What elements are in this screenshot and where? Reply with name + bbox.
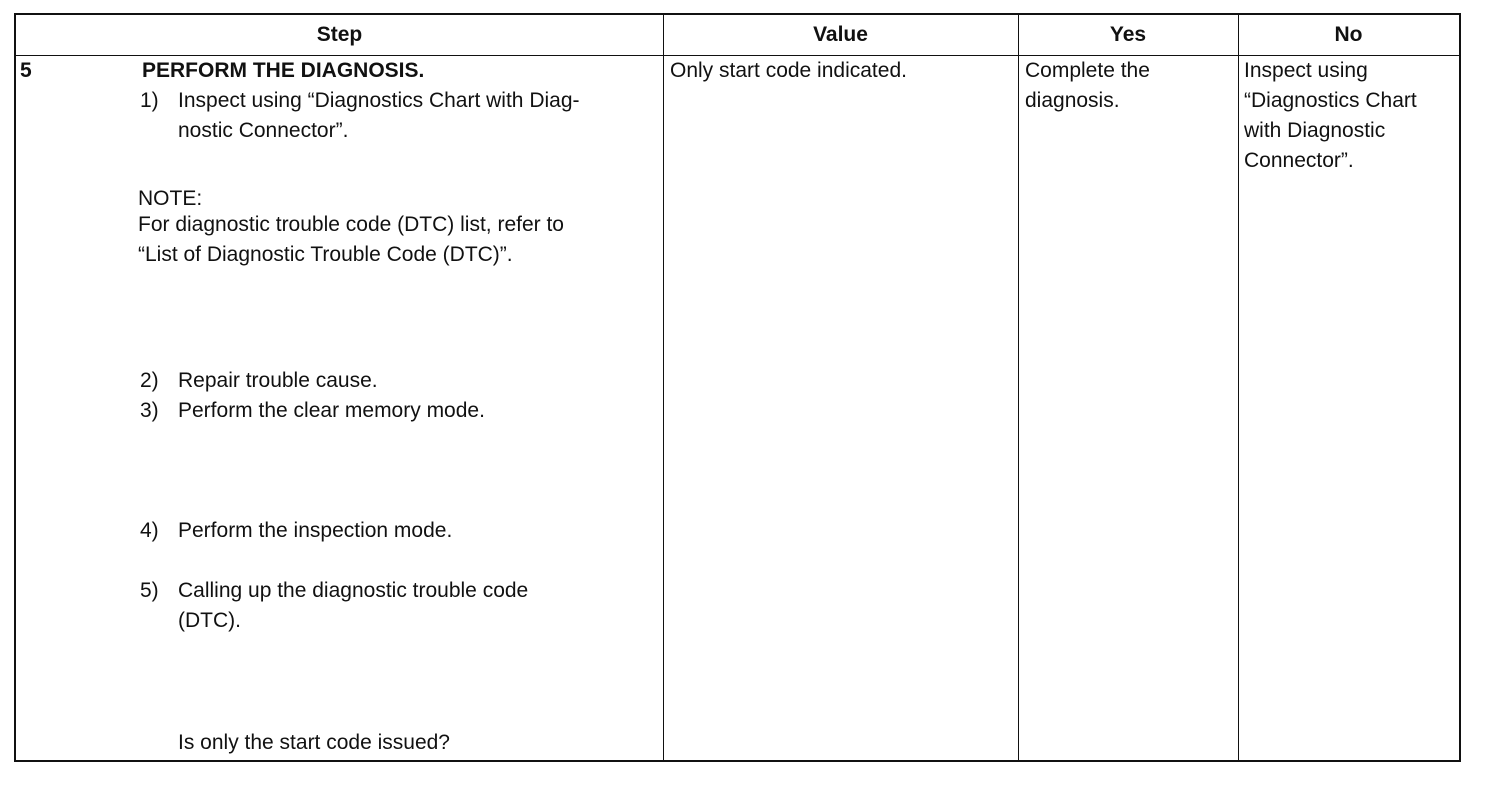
- note-line-2: “List of Diagnostic Trouble Code (DTC)”.: [138, 243, 513, 266]
- item-2-text: Repair trouble cause.: [178, 369, 378, 392]
- item-5-number: 5): [140, 579, 159, 602]
- item-4-text: Perform the inspection mode.: [178, 519, 453, 542]
- item-4-number: 4): [140, 519, 159, 542]
- no-line-2: “Diagnostics Chart: [1244, 89, 1417, 112]
- diagnostic-table: [14, 13, 1461, 762]
- header-value: Value: [813, 23, 868, 46]
- item-3-text: Perform the clear memory mode.: [178, 399, 485, 422]
- note-line-1: For diagnostic trouble code (DTC) list, refer to: [138, 213, 564, 236]
- item-1-line-2: nostic Connector”.: [178, 119, 349, 142]
- no-line-1: Inspect using: [1244, 59, 1368, 82]
- item-5-line-2: (DTC).: [178, 609, 241, 632]
- value-cell: Only start code indicated.: [670, 59, 907, 82]
- note-label: NOTE:: [138, 187, 203, 210]
- no-line-4: Connector”.: [1244, 149, 1354, 172]
- step-number: 5: [20, 59, 32, 82]
- item-3-number: 3): [140, 399, 159, 422]
- item-2-number: 2): [140, 369, 159, 392]
- step-question: Is only the start code issued?: [178, 731, 450, 754]
- item-1-number: 1): [140, 89, 159, 112]
- item-5-line-1: Calling up the diagnostic trouble code: [178, 579, 529, 602]
- no-line-3: with Diagnostic: [1244, 119, 1386, 142]
- step-title: PERFORM THE DIAGNOSIS.: [142, 59, 425, 82]
- column-divider: [1238, 15, 1239, 760]
- yes-line-1: Complete the: [1025, 59, 1150, 82]
- column-divider: [1018, 15, 1019, 760]
- yes-line-2: diagnosis.: [1025, 89, 1120, 112]
- column-divider: [663, 15, 664, 760]
- header-yes: Yes: [1109, 23, 1147, 46]
- header-step: Step: [316, 23, 363, 46]
- item-1-line-1: Inspect using “Diagnostics Chart with Diag-: [178, 89, 580, 112]
- header-no: No: [1334, 23, 1363, 46]
